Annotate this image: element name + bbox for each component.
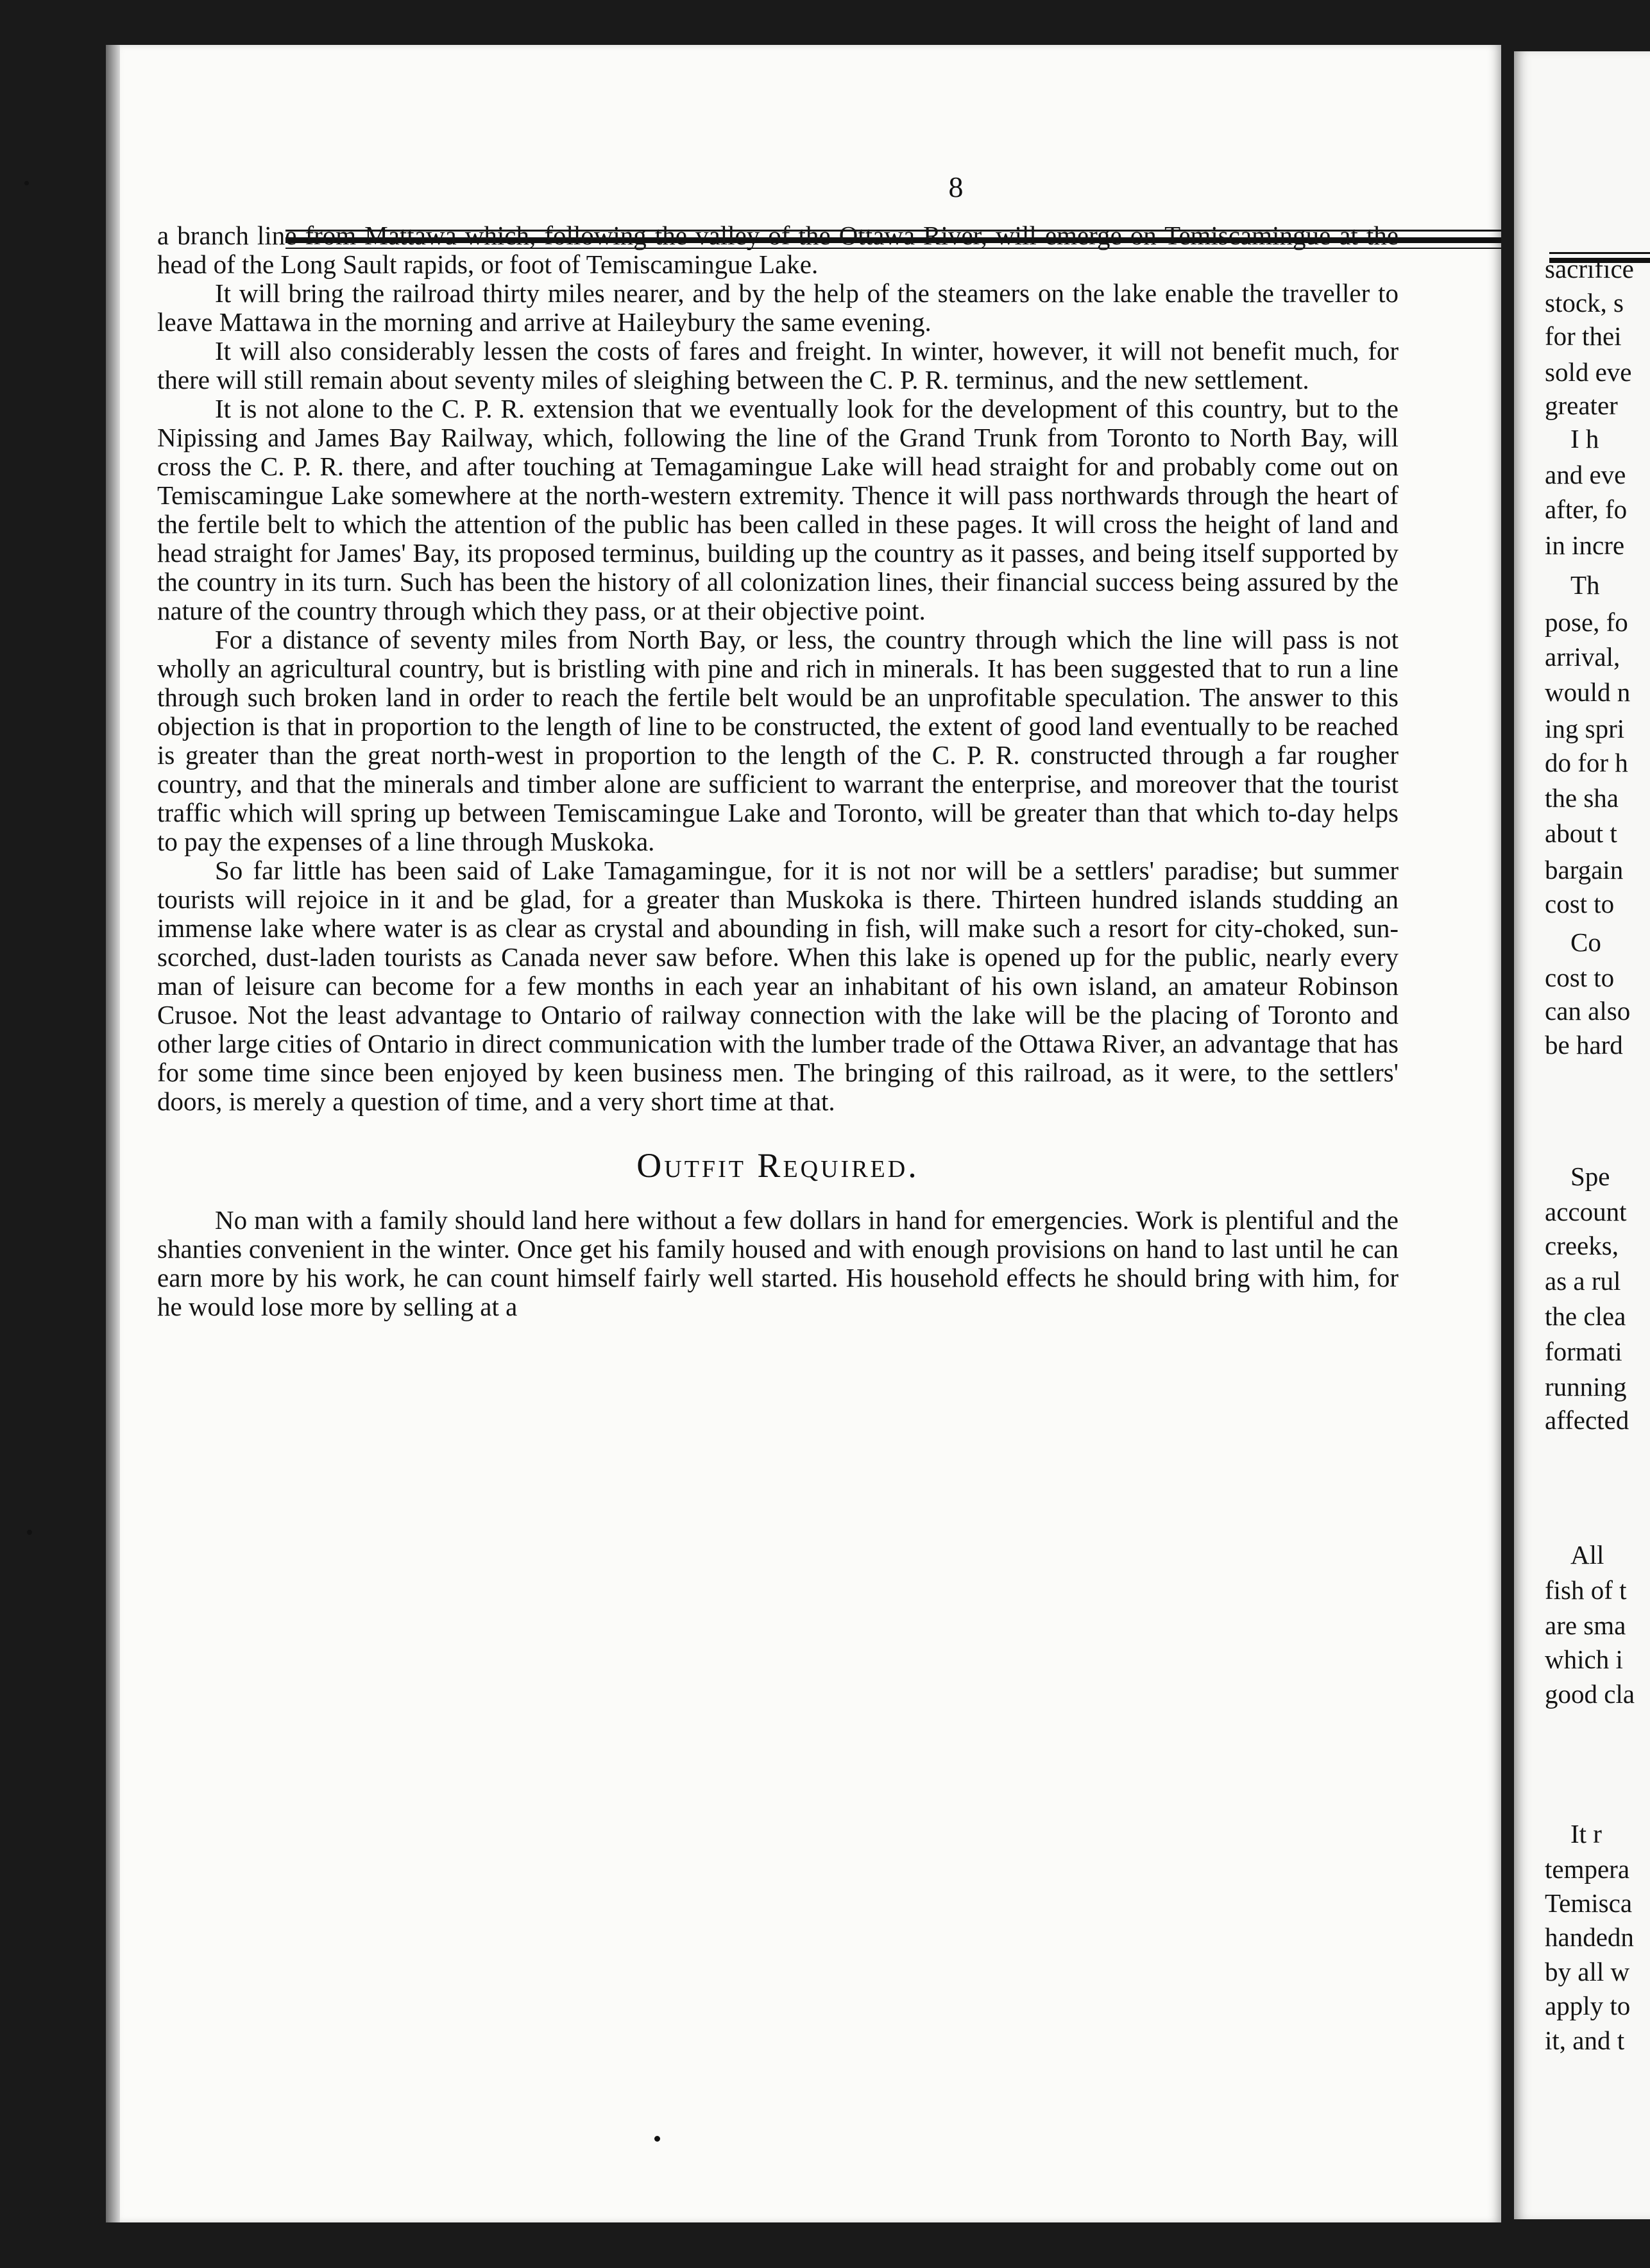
scan-speck [27,1530,32,1535]
right-page-line: as a rul [1545,1266,1621,1296]
right-page-line: in incre [1545,530,1625,560]
right-page-line: are sma [1545,1611,1626,1640]
scan-speck [654,2136,660,2142]
right-page-line: All [1570,1540,1604,1570]
paragraph: It is not alone to the C. P. R. extension that we eventually look for the development of this country, but to the Nipissing and James Bay Railway, which, following the line of the Grand Trunk from Toronto to North Bay, will cross the C. P. R. there, and after touching at Temagamingue Lake will head straight for and probably come out on Temiscamingue Lake somewhere at the north-western extremity. Thence it will pass northwards through the heart of the fertile belt to which the attention of the public has been called in these pages. It will cross the height of land and head straight for James' Bay, its proposed terminus, building up the country as it passes, and being itself supported by the country in its turn. Such has been the history of all colonization lines, their financial success being assured by the nature of the country through which they pass, or at their objective point. [157,394,1399,625]
scan-speck [24,181,29,185]
right-page-line: after, fo [1545,495,1628,524]
paragraph: a branch line from Mattawa which, following the valley of the Ottawa River, will emerge on Temiscamingue at the head of the Long Sault rapids, or foot of Temiscamingue Lake. [157,221,1399,279]
right-page-line: Temisca [1545,1888,1633,1918]
paragraph: For a distance of seventy miles from North Bay, or less, the country through which the line will pass is not wholly an agricultural country, but is bristling with pine and rich in minerals. It has been suggested that to run a line through such broken land in order to reach the fertile belt would be an unprofitable speculation. The answer to this objection is that in proportion to the length of line to be constructed, the extent of good land eventually to be reached is greater than the great north-west in proportion to the length of the C. P. R. constructed through a far rougher country, and that the minerals and timber alone are sufficient to warrant the enterprise, and moreover that the tourist traffic which will spring up between Temiscamingue Lake and Toronto, will be greater than that which to-day helps to pay the expenses of a line through Muskoka. [157,625,1399,856]
right-page-line: running [1545,1372,1627,1401]
right-page-line: It r [1570,1819,1602,1849]
right-page-line: sacrifice [1545,254,1634,284]
right-page-line: do for h [1545,748,1628,777]
right-page-line: fish of t [1545,1575,1627,1605]
right-page-line: Co [1570,927,1601,957]
page-number: 8 [948,171,964,203]
right-page-line: stock, s [1545,288,1624,317]
right-page-line: pose, fo [1545,607,1628,637]
right-page-line: sold eve [1545,357,1632,387]
right-page-line: good cla [1545,1679,1635,1709]
right-page-line: cost to [1545,963,1615,992]
right-page-line: Spe [1570,1162,1610,1191]
section-heading: Outfit Required. [636,1146,919,1185]
right-page-line: ing spri [1545,714,1625,743]
paragraph: It will also considerably lessen the costs of fares and freight. In winter, however, it will not benefit much, for there will still remain about seventy miles of sleighing between the C. P. R. terminus, and the new settlement. [157,336,1399,394]
right-page-line: can also [1545,996,1631,1026]
right-page-line: cost to [1545,889,1615,918]
right-page-line: would n [1545,677,1631,707]
right-page-line: I h [1570,424,1599,453]
right-page-line: for thei [1545,321,1622,351]
right-page-line: Th [1570,570,1600,600]
paragraph: So far little has been said of Lake Tamagamingue, for it is not nor will be a settlers' paradise; but summer tourists will rejoice in it and be glad, for a greater than Muskoka is there. Thirteen hundred islands studding an immense lake where water is as clear as crystal and abounding in fish, will make such a resort for city-choked, sun-scorched, dust-laden tourists as Canada never saw before. When this lake is opened up for the public, nearly every man of leisure can become for a few months in each year an inhabitant of his own island, an amateur Robinson Crusoe. Not the least advantage to Ontario of railway connection with the lake will be the placing of Toronto and other large cities of Ontario in direct communication with the lumber trade of the Ottawa River, an advantage that has for some time since been enjoyed by keen business men. The bringing of this railroad, as it were, to the settlers' doors, is merely a question of time, and a very short time at that. [157,856,1399,1116]
text-column [157,221,1399,1321]
right-page-line: it, and t [1545,2026,1625,2055]
right-page-line: handedn [1545,1922,1634,1952]
right-page-line: creeks, [1545,1231,1619,1260]
right-page-line: greater [1545,391,1618,420]
right-page-line: by all w [1545,1957,1630,1986]
right-page-fragment [1514,51,1650,2219]
right-page-line: affected [1545,1405,1629,1435]
right-page-line: account [1545,1197,1627,1226]
right-page-line: tempera [1545,1854,1630,1884]
section-paragraph: No man with a family should land here without a few dollars in hand for emergencies. Work is plentiful and the shanties convenient in the winter. Once get his family housed and with enough provisions on hand to last until he can earn more by his work, he can count himself fairly well started. His household effects he should bring with him, for he would lose more by selling at a [157,1205,1399,1321]
paragraph: It will bring the railroad thirty miles nearer, and by the help of the steamers on the lake enable the traveller to leave Mattawa in the morning and arrive at Haileybury the same evening. [157,278,1399,337]
right-page-line: the sha [1545,783,1619,813]
right-page-line: apply to [1545,1991,1631,2020]
right-page-line: formati [1545,1337,1622,1366]
right-page-line: arrival, [1545,642,1620,672]
right-page-line: be hard [1545,1030,1623,1060]
right-page-line: the clea [1545,1301,1626,1331]
right-page-line: which i [1545,1645,1623,1674]
right-page-line: about t [1545,818,1617,848]
right-page-line: and eve [1545,460,1626,489]
right-page-line: bargain [1545,855,1624,884]
